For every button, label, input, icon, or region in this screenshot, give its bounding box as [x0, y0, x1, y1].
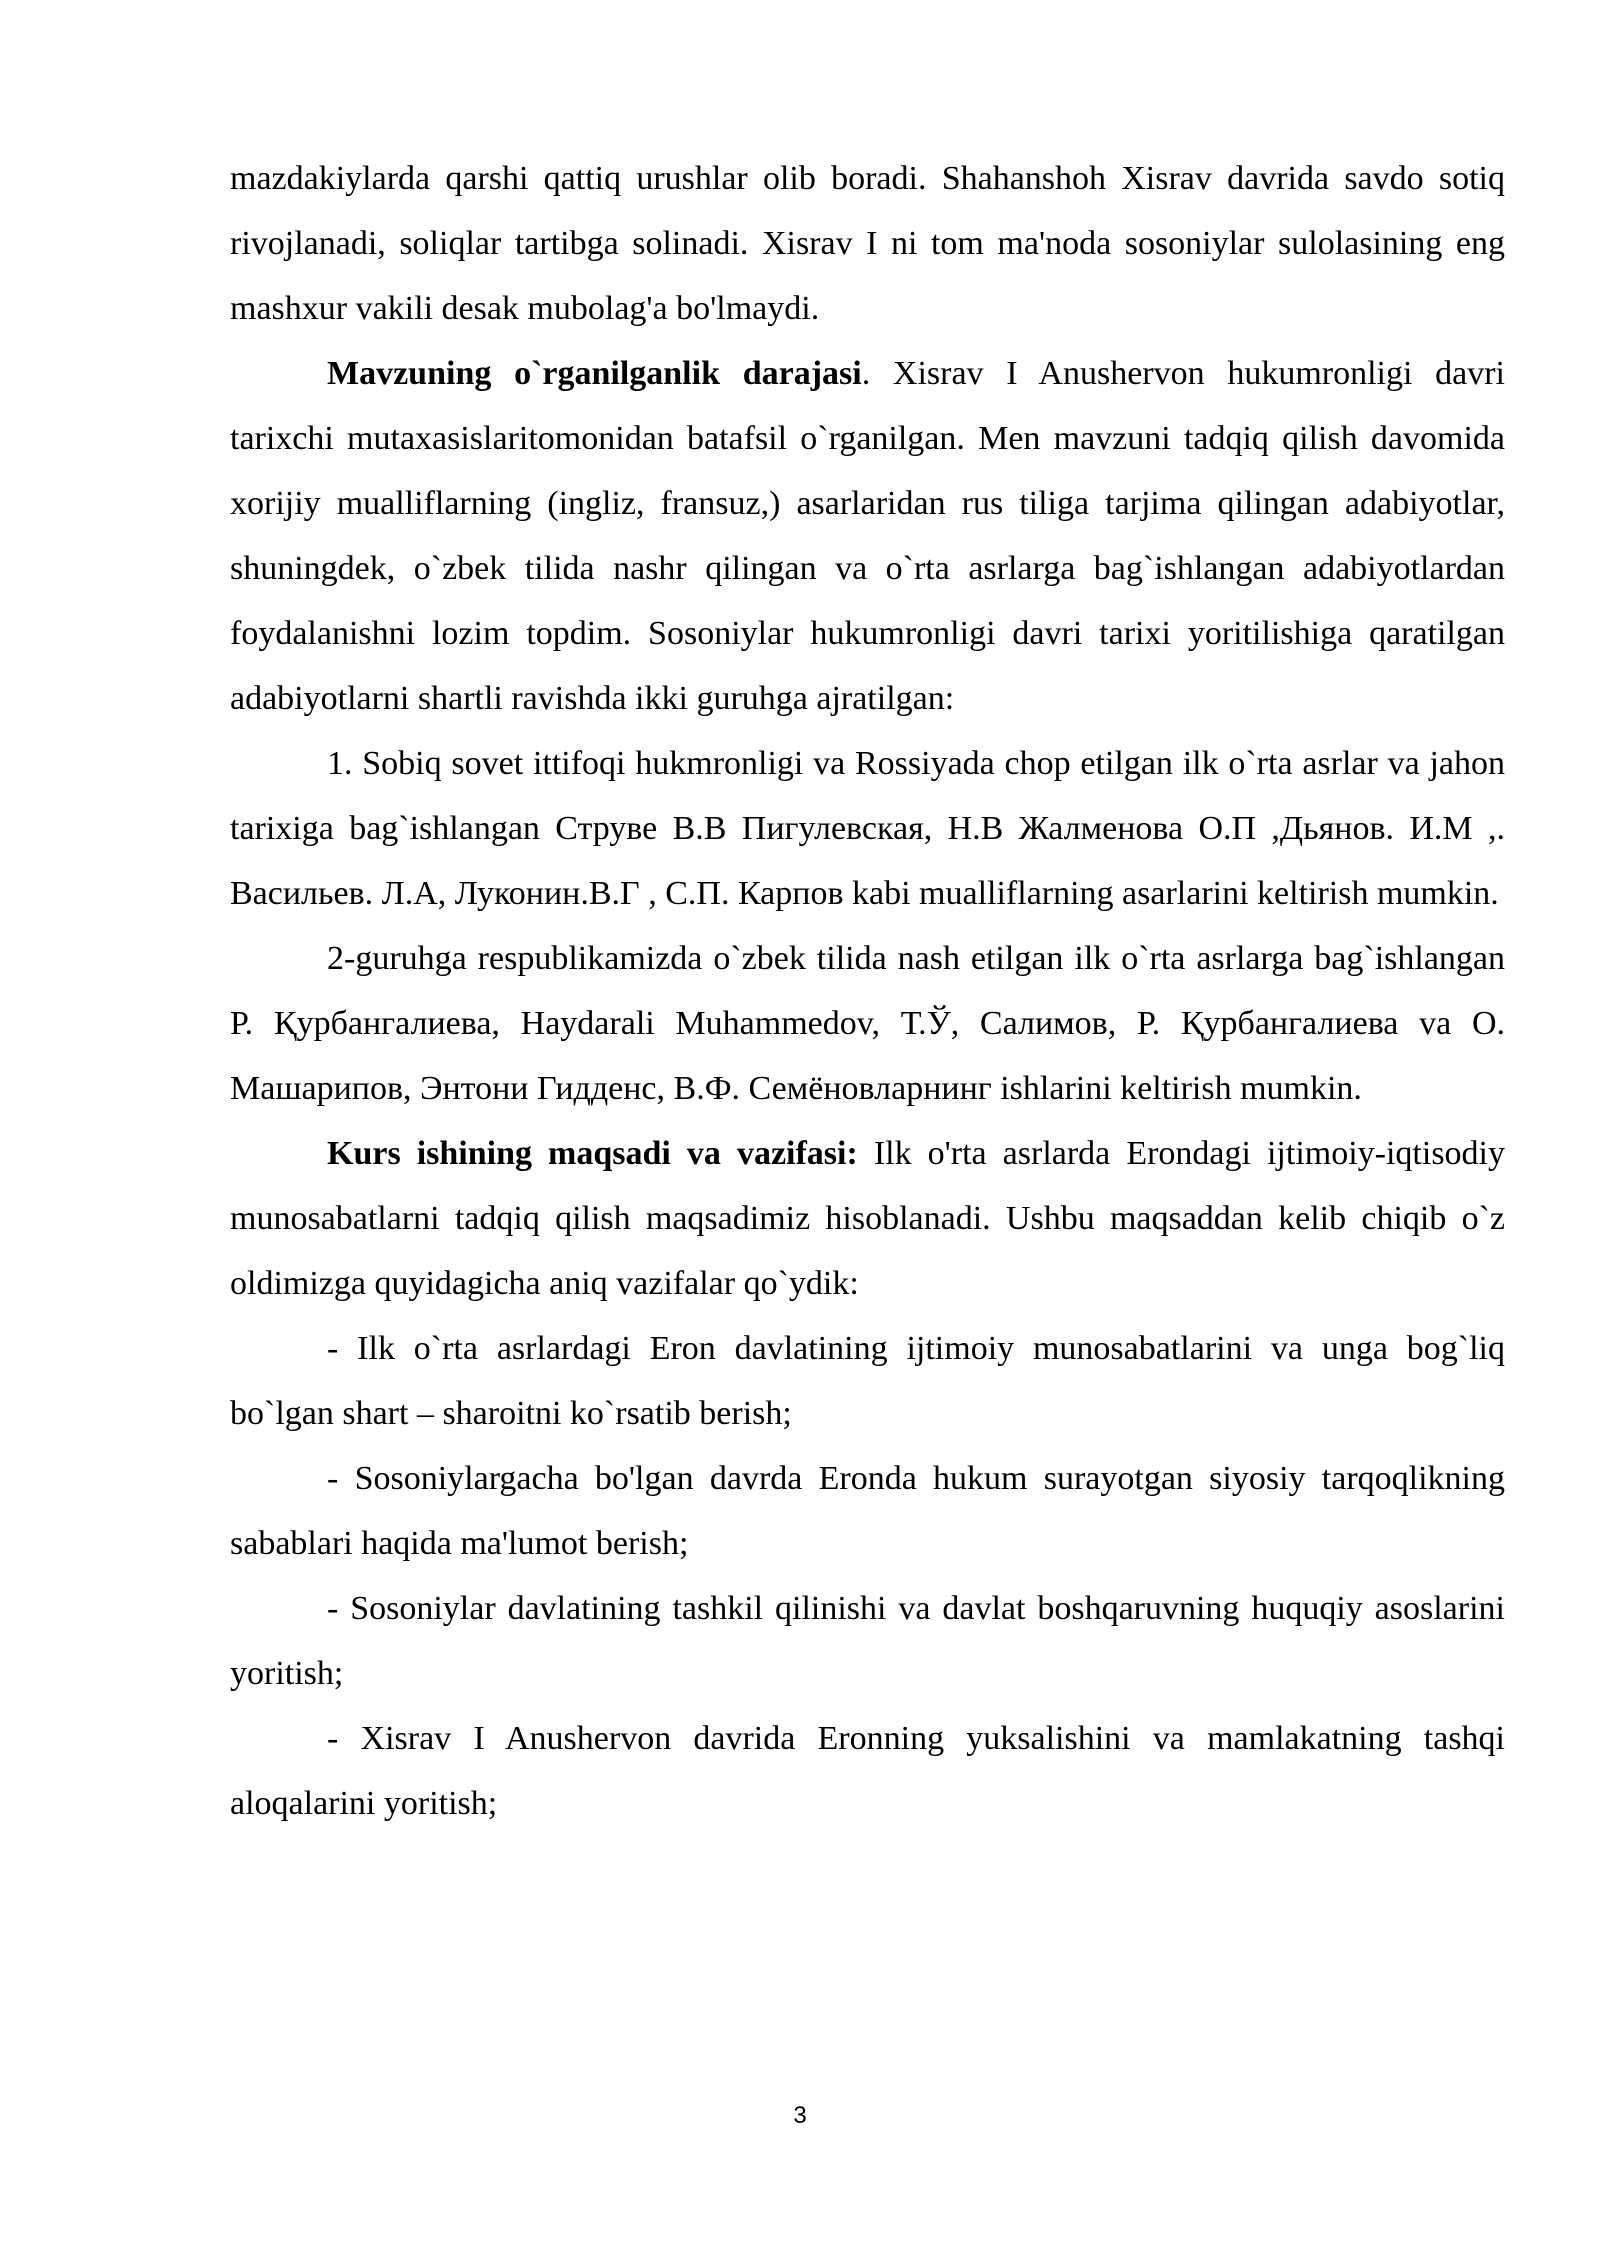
- task-item: - Sosoniylar davlatining tashkil qilinishi va davlat boshqaruvning huquqiy asoslarini yoritish;: [230, 1590, 1505, 1692]
- task-item: - Ilk o`rta asrlardagi Eron davlatining ijtimoiy munosabatlarini va unga bog`liq bo`lgan shart – sharoitni ko`rsatib berish;: [230, 1330, 1505, 1432]
- task-item: - Xisrav I Anushervon davrida Eronning yuksalishini va mamlakatning tashqi aloqalarini yoritish;: [230, 1720, 1505, 1822]
- paragraph-study-level: [230, 341, 1505, 731]
- paragraph-goals: [230, 1121, 1505, 1316]
- paragraph-group-one: 1. Sobiq sovet ittifoqi hukmronligi va Rossiyada chop etilgan ilk o`rta asrlar va jahon tarixiga bag`ishlangan Струве В.В Пигулевская, Н.В Жалменова О.П ,Дьянов. И.М ,. Васильев. Л.А, Луконин.В.Г , С.П. Карпов kabi mualliflarning asarlarini keltirish mumkin.: [230, 745, 1505, 912]
- paragraph-group-two: 2-guruhga respublikamizda o`zbek tilida nash etilgan ilk o`rta asrlarga bag`ishlangan Р. Қурбангалиева, Haydarali Muhammedov, Т.Ў, Салимов, Р. Қурбангалиева va О. Машарипов, Энтони Гидденс, В.Ф. Семёновларнинг ishlarini keltirish mumkin.: [230, 940, 1505, 1107]
- heading-goals: Kurs ishining maqsadi va vazifasi:: [327, 1135, 858, 1172]
- study-level-text: . Xisrav I Anushervon hukumronligi davri tarixchi mutaxasislaritomonidan batafsil o`rganilgan. Men mavzuni tadqiq qilish davomida xorijiy mualliflarning (ingliz, fransuz,) asarlaridan rus tiliga tarjima qilingan adabiyotlar, shuningdek, o`zbek tilida nashr qilingan va o`rta asrlarga bag`ishlangan adabiyotlardan foydalanishni lozim topdim. Sosoniylar hukumronligi davri tarixi yoritilishiga qaratilgan adabiyotlarni shartli ravishda ikki guruhga ajratilgan:: [230, 355, 1505, 717]
- document-body: [230, 146, 1505, 1836]
- task-item: - Sosoniylargacha bo'lgan davrda Eronda hukum surayotgan siyosiy tarqoqlikning sabablari haqida ma'lumot berish;: [230, 1460, 1505, 1562]
- paragraph-intro: mazdakiylarda qarshi qattiq urushlar olib boradi. Shahanshoh Xisrav davrida savdo sotiq rivojlanadi, soliqlar tartibga solinadi. Xisrav I ni tom ma'noda sosoniylar sulolasining eng mashxur vakili desak mubolag'a bo'lmaydi.: [230, 160, 1505, 327]
- page-number: 3: [793, 2102, 807, 2129]
- goals-text: Ilk o'rta asrlarda Erondagi ijtimoiy-iqtisodiy munosabatlarni tadqiq qilish maqsadimiz hisoblanadi. Ushbu maqsaddan kelib chiqib o`z oldimizga quyidagicha aniq vazifalar qo`ydik:: [230, 1135, 1505, 1302]
- heading-study-level: Mavzuning o`rganilganlik darajasi: [327, 355, 862, 392]
